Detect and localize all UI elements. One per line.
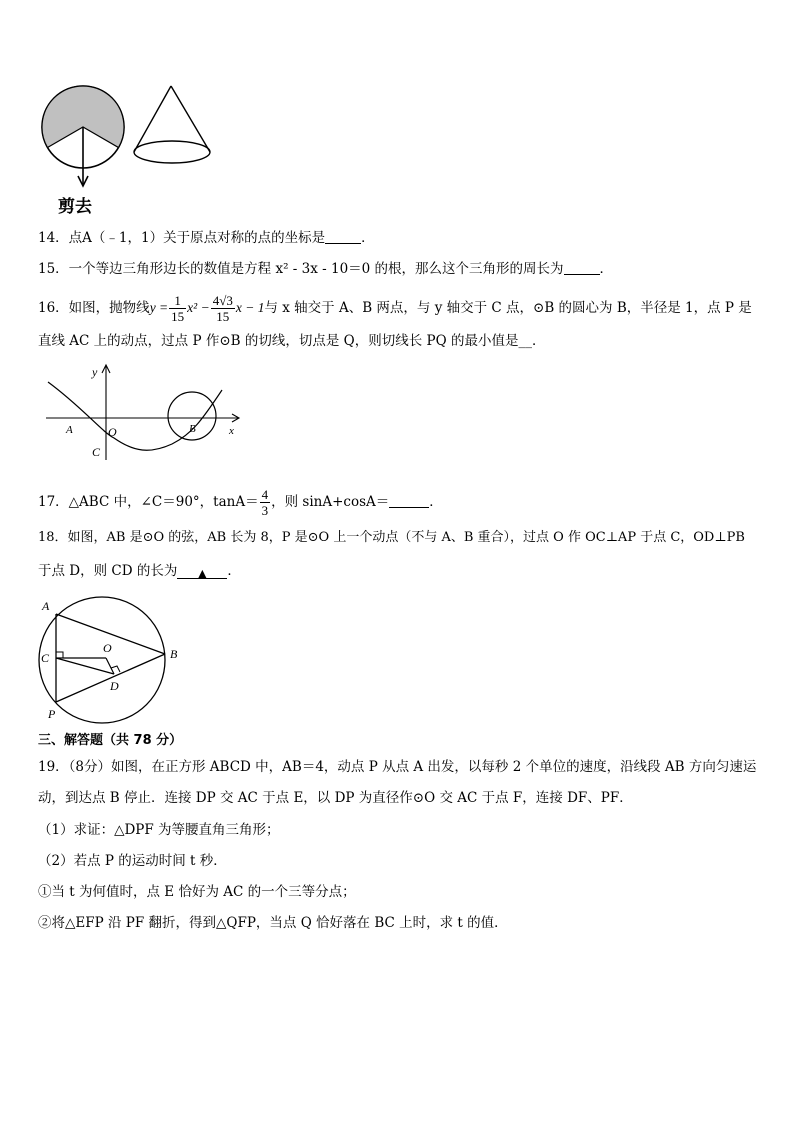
cone-net-figure bbox=[38, 80, 218, 220]
question-16-line-1: 16．如图，抛物线y = $\frac{1}{15}$ x² − $\frac{4√3}{15}$ x − 1与 x 轴交于 A、B 两点，与 y 轴交于 C 点，⊙B 的圆心为 B，半径是 1，点 P 是 bbox=[38, 293, 752, 324]
label-d: D bbox=[110, 679, 119, 693]
cut-label: 剪去 bbox=[58, 197, 92, 217]
question-17: 17．△ABC 中，∠C＝90°，tanA＝ $\frac{4}{3}$ ，则 sinA+cosA＝ ． bbox=[38, 487, 443, 518]
circle-figure bbox=[36, 596, 186, 726]
label-c: C bbox=[92, 445, 101, 459]
fraction-4-3: $\frac{4}{3}$ bbox=[261, 487, 269, 518]
question-18-line-2: 于点 D，则 CD 的长为 ▲ ． bbox=[38, 563, 241, 580]
label-a: A bbox=[66, 424, 73, 436]
question-19-sub-2: ②将△EFP 沿 PF 翻折，得到△QFP，当点 Q 恰好落在 BC 上时，求 t 的值． bbox=[38, 915, 508, 931]
section-title: 三、解答题（共 78 分） bbox=[38, 733, 183, 748]
chord-pb bbox=[56, 654, 165, 702]
label-b: B bbox=[189, 423, 196, 435]
label-o: O bbox=[108, 425, 117, 439]
answer-blank bbox=[564, 260, 600, 275]
label-y: y bbox=[92, 365, 98, 379]
segment-cd bbox=[56, 658, 114, 674]
question-15: 15．一个等边三角形边长的数值是方程 x² - 3x - 10＝0 的根，那么这个三角形的周长为 ． bbox=[38, 261, 614, 277]
label-a: A bbox=[42, 599, 50, 613]
label-c: C bbox=[41, 651, 50, 665]
question-19-sub-1: ①当 t 为何值时，点 E 恰好为 AC 的一个三等分点； bbox=[38, 884, 356, 900]
question-19-part-1: （1）求证：△DPF 为等腰直角三角形； bbox=[38, 822, 280, 838]
label-x: x bbox=[229, 425, 234, 437]
question-18-line-1: 18．如图，AB 是⊙O 的弦，AB 长为 8，P 是⊙O 上一个动点（不与 A、B 重合），过点 O 作 OC⊥AP 于点 C，OD⊥PB bbox=[38, 530, 745, 545]
answer-blank bbox=[325, 229, 361, 244]
fraction-1-15: $\frac{1}{15}$ bbox=[171, 293, 185, 324]
cone-base bbox=[134, 141, 210, 163]
answer-blank-marked: ▲ bbox=[177, 564, 227, 579]
cone-net-svg bbox=[38, 80, 218, 190]
label-o: O bbox=[103, 641, 112, 655]
label-b: B bbox=[170, 647, 178, 661]
circle-o bbox=[39, 597, 165, 723]
question-14: 14．点A（﹣1，1）关于原点对称的点的坐标是 ． bbox=[38, 230, 375, 246]
parabola-figure bbox=[42, 362, 252, 462]
answer-blank bbox=[389, 493, 429, 508]
question-19-line-2: 动，到达点 B 停止．连接 DP 交 AC 于点 E，以 DP 为直径作⊙O 交 AC 于点 F，连接 DF、PF． bbox=[38, 790, 633, 806]
fraction-4root3-15: $\frac{4√3}{15}$ bbox=[212, 293, 233, 324]
question-19-part-2: （2）若点 P 的运动时间 t 秒． bbox=[38, 853, 227, 869]
question-19-line-1: 19．（8分）如图，在正方形 ABCD 中，AB＝4，动点 P 从点 A 出发，以每秒 2 个单位的速度，沿线段 AB 方向匀速运 bbox=[38, 759, 757, 775]
question-16-line-2: 直线 AC 上的动点，过点 P 作⊙B 的切线，切点是 Q，则切线长 PQ 的最小值是__． bbox=[38, 333, 546, 349]
label-p: P bbox=[48, 707, 56, 721]
